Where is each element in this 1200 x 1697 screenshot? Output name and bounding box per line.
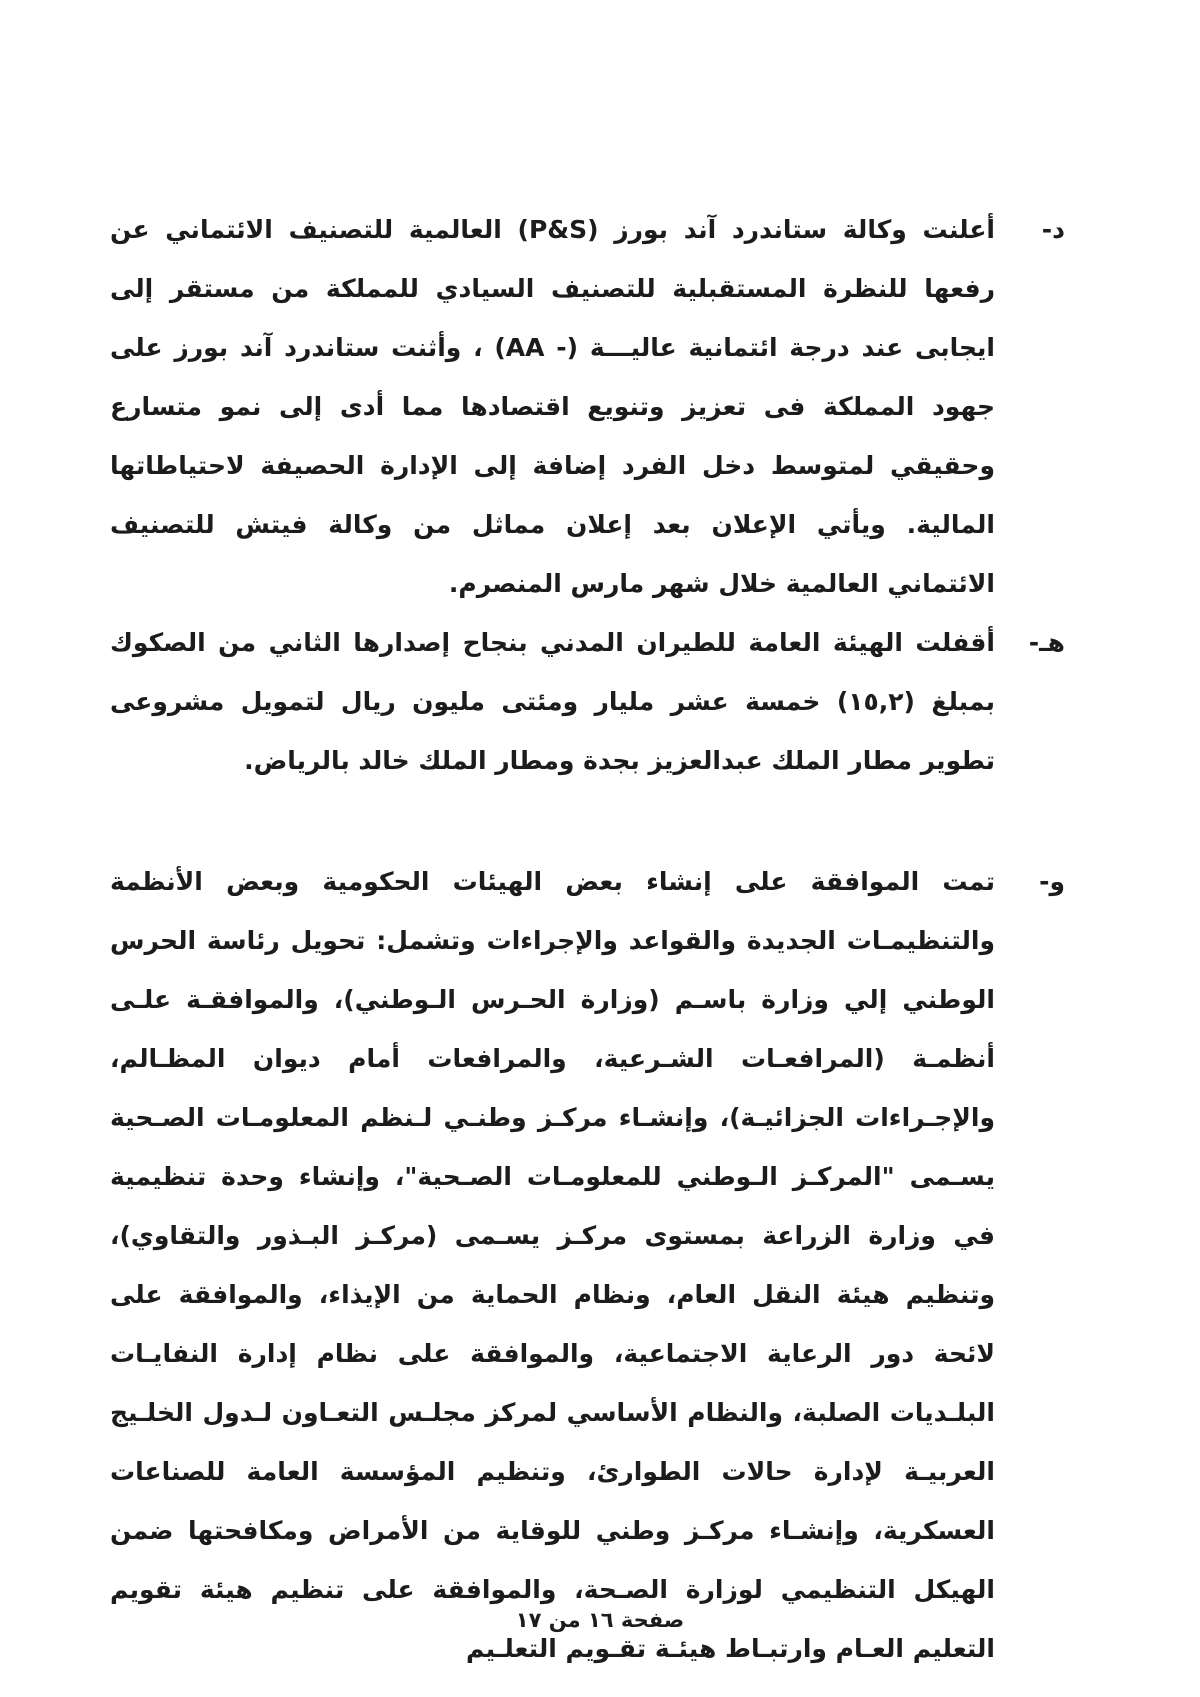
list-item-dal bbox=[110, 200, 1065, 613]
paragraph-text: أعلنت وكالة ستاندرد آند بورز (P&S) العالمية للتصنيف الائتماني عن رفعها للنظرة المستقبلية للتصنيف السيادي للمملكة من مستقر إلى ايجابى عند درجة ائتمانية عاليـــة (- AA) ، وأثنت ستاندرد آند بورز على جهود المملكة فى تعزيز وتنويع اقتصادها مما أدى إلى نمو متسارع وحقيقي لمتوسط دخل الفرد إضافة إلى الإدارة الحصيفة لاحتياطاتها المالية. ويأتي الإعلان بعد إعلان مماثل من وكالة فيتش للتصنيف الائتماني العالمية خلال شهر مارس المنصرم. bbox=[110, 215, 996, 598]
page-number: صفحة ١٦ من ١٧ bbox=[515, 1608, 685, 1632]
paragraph-text: تمت الموافقة على إنشاء بعض الهيئات الحكومية وبعض الأنظمة والتنظيمـات الجديدة والقواعد والإجراءات وتشمل: تحويل رئاسة الحرس الوطني إلي وزارة باسـم (وزارة الحـرس الـوطني)، والموافقـة علـى أنظمـة (المرافعـات الشـرعية، والمرافعات أمام ديوان المظـالم، والإجـراءات الجزائيـة)، وإنشـاء مركـز وطنـي لـنظم المعلومـات الصـحية يسـمى "المركـز الـوطني للمعلومـات الصـحية"، وإنشاء وحدة تنظيمية في وزارة الزراعة بمستوى مركـز يسـمى (مركـز البـذور والتقاوي)، وتنظيم هيئة النقل العام، ونظام الحماية من الإيذاء، والموافقة على لائحة دور الرعاية الاجتماعية، والموافقة على نظام إدارة النفايـات البلـديات الصلبة، والنظام الأساسي لمركز مجلـس التعـاون لـدول الخلـيج العربيـة لإدارة حالات الطوارئ، وتنظيم المؤسسة العامة للصناعات العسكرية، وإنشـاء مركـز وطني للوقاية من الأمراض ومكافحتها ضمن الهيكل التنظيمي لوزارة الصـحة، والموافقة على تنظيم هيئة تقويم التعليم العـام وارتبـاط هيئـة تقـويم التعلـيم bbox=[110, 867, 995, 1663]
paragraph-text: أقفلت الهيئة العامة للطيران المدني بنجاح إصدارها الثاني من الصكوك بمبلغ (١٥,٢) خمسة عشر مليار ومئتى مليون ريال لتمويل مشروعى تطوير مطار الملك عبدالعزيز بجدة ومطار الملك خالد بالرياض. bbox=[110, 628, 995, 775]
list-item-waw bbox=[110, 852, 1065, 1678]
list-marker: و- bbox=[1039, 867, 1065, 896]
list-marker: هـ- bbox=[1028, 628, 1065, 657]
list-item-ha bbox=[110, 613, 1065, 790]
list-marker: د- bbox=[1041, 215, 1065, 244]
document-body bbox=[110, 200, 1065, 1678]
